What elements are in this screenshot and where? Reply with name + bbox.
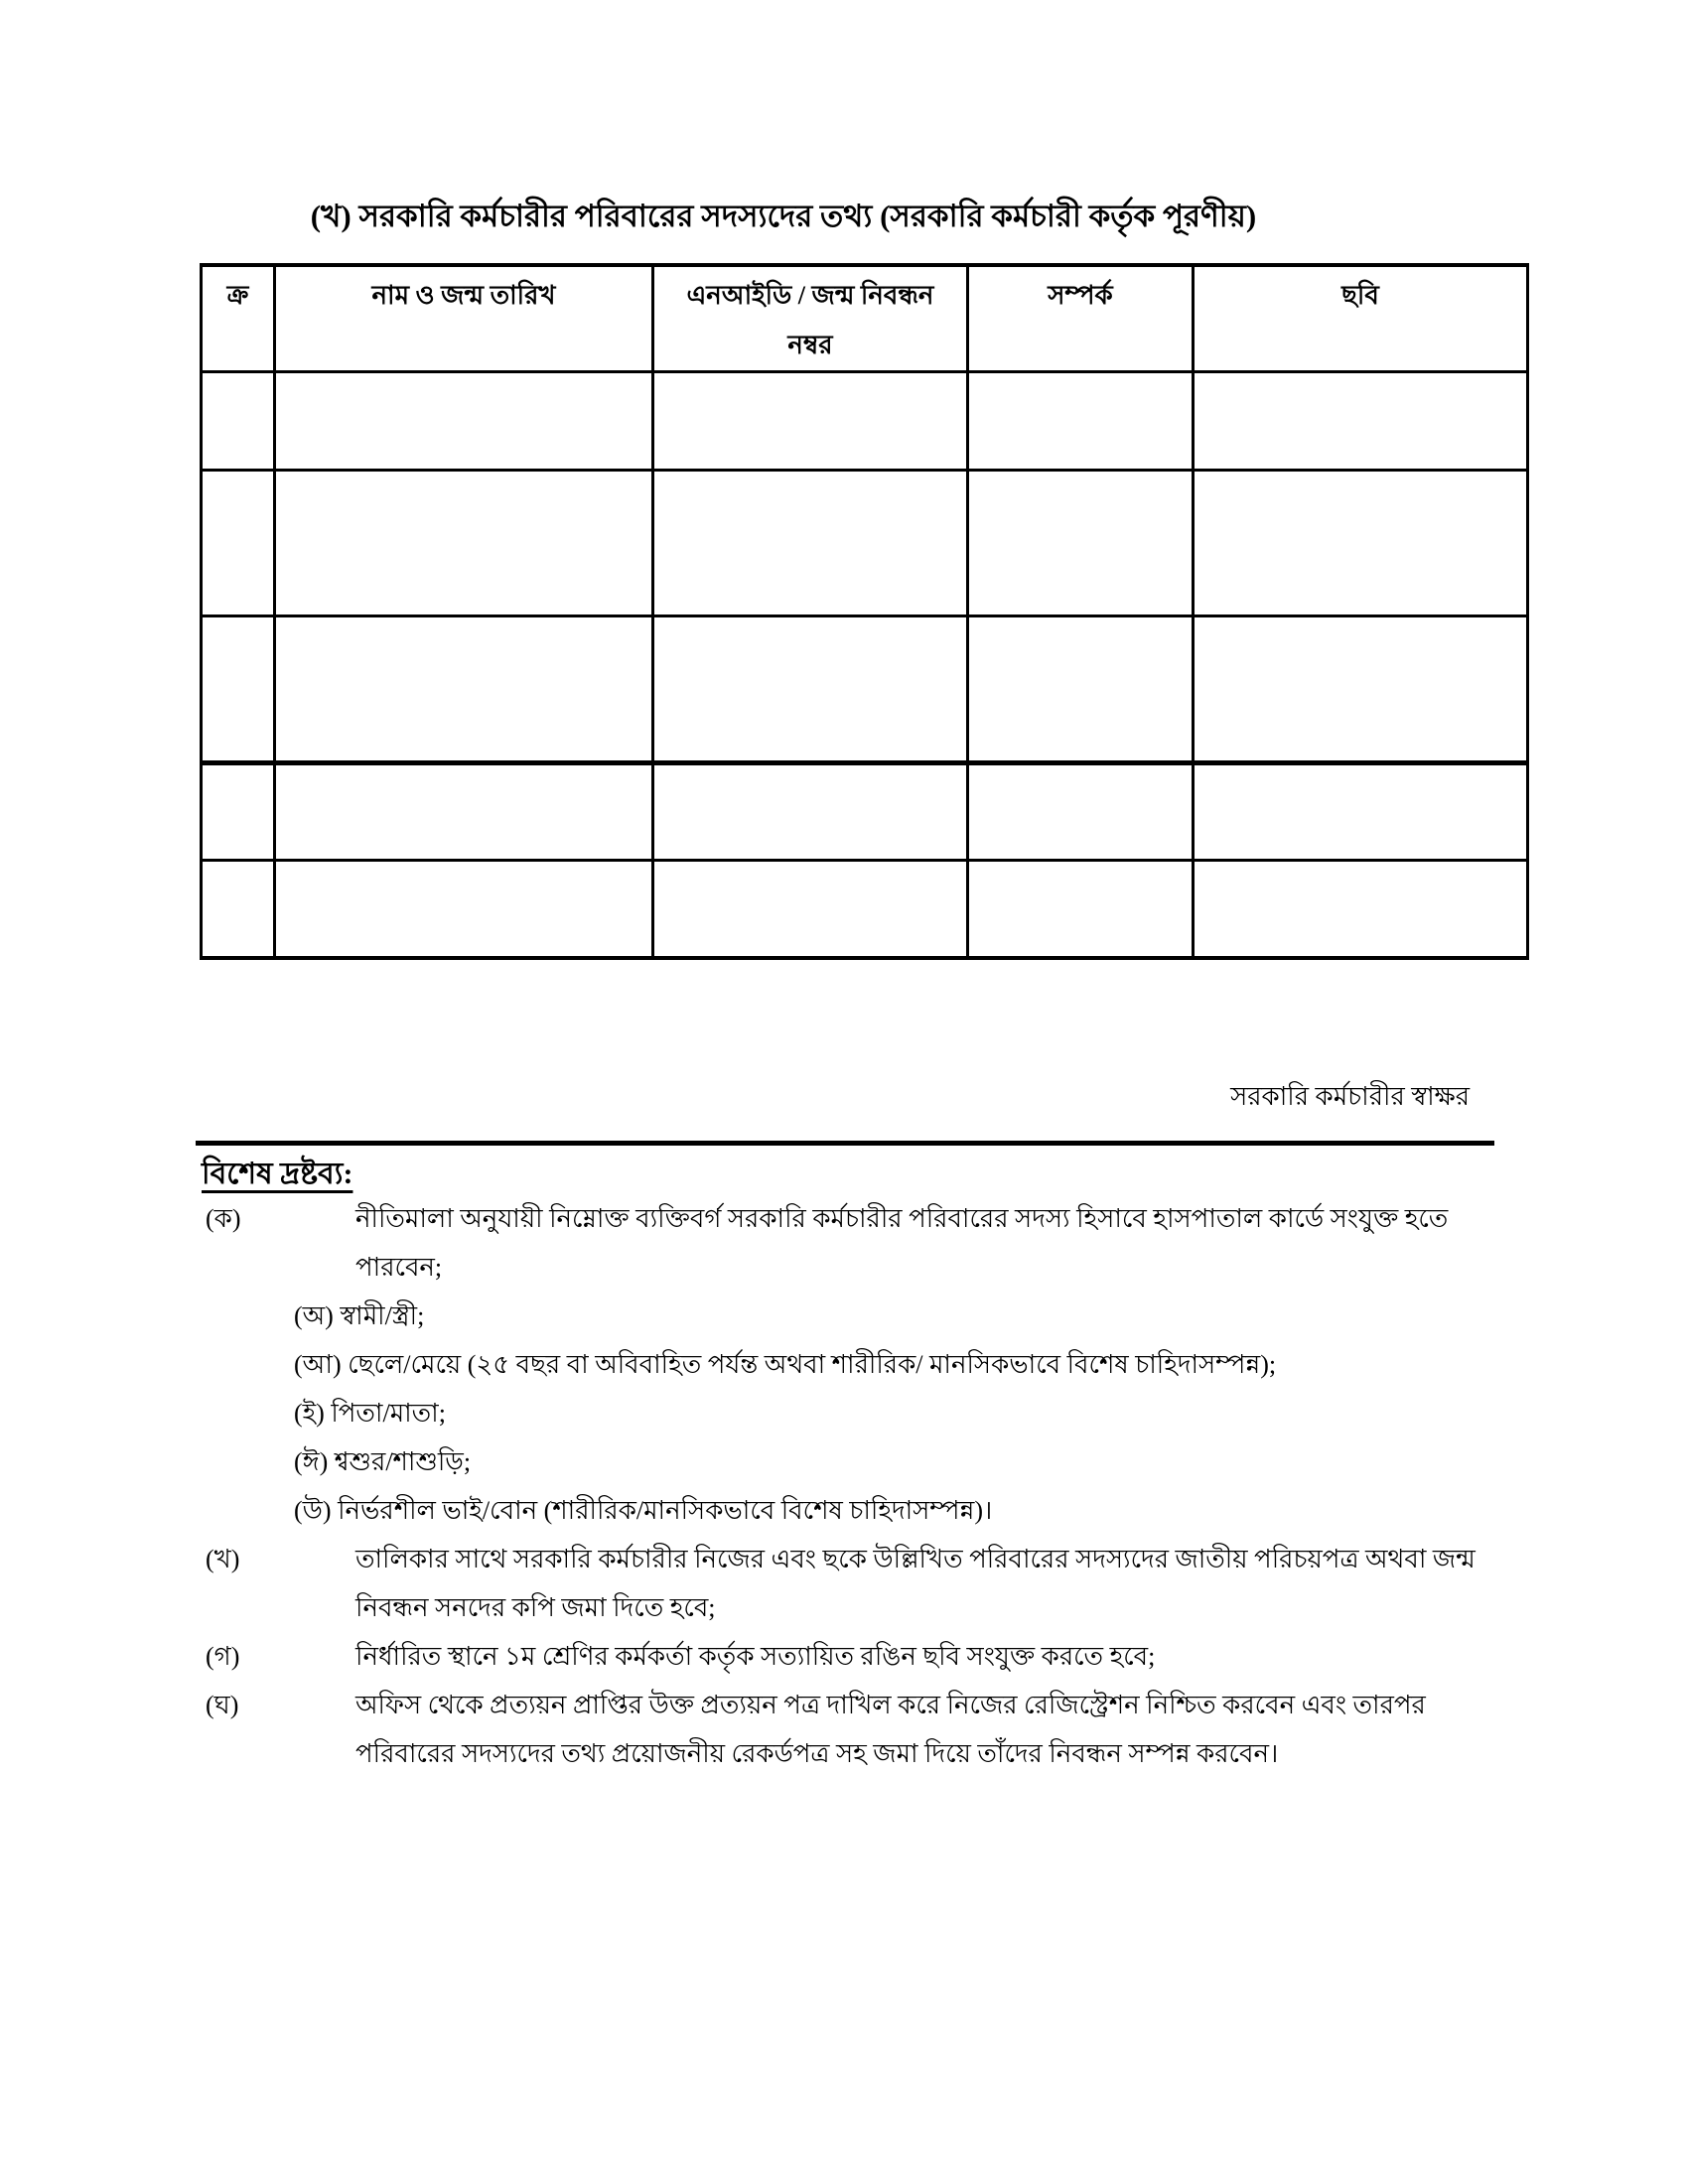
section-divider-rule	[196, 1141, 1494, 1146]
family-members-table	[200, 263, 1529, 960]
col-header-serial	[202, 265, 275, 372]
note-item-label: (ক)	[206, 1204, 241, 1233]
col-header-photo-label: ছবি	[1341, 281, 1379, 310]
col-header-photo	[1194, 265, 1528, 372]
col-header-nid-label-line1: এনআইডি / জন্ম নিবন্ধন	[686, 281, 934, 310]
col-header-name-dob-label: নাম ও জন্ম তারিখ	[371, 281, 556, 310]
table-cell	[653, 861, 968, 958]
note-item-label: (ঘ)	[206, 1691, 239, 1719]
table-cell	[968, 763, 1194, 861]
note-subitem: (ঈ) শ্বশুর/শাশুড়ি;	[294, 1447, 472, 1476]
table-cell	[653, 372, 968, 471]
note-subitem: (ই) পিতা/মাতা;	[294, 1399, 446, 1428]
table-cell	[1194, 616, 1528, 763]
col-header-relation-label: সম্পর্ক	[1048, 281, 1113, 310]
col-header-nid	[653, 265, 968, 372]
table-cell	[1194, 471, 1528, 616]
table-cell	[968, 861, 1194, 958]
col-header-relation	[968, 265, 1194, 372]
col-header-serial-label: ক্র	[226, 281, 249, 310]
note-item-text: অফিস থেকে প্রত্যয়ন প্রাপ্তির উক্ত প্রত্যয়ন পত্র দাখিল করে নিজের রেজিস্ট্রেশন নিশ্চিত করবেন এবং তারপর পরিবারের সদস্যদের তথ্য প্রয়োজনীয় রেকর্ডপত্র সহ জমা দিয়ে তাঁদের নিবন্ধন সম্পন্ন করবেন।	[355, 1691, 1426, 1768]
table-cell	[202, 763, 275, 861]
table-cell	[1194, 763, 1528, 861]
table-cell	[275, 763, 653, 861]
table-row	[202, 372, 1528, 471]
table-cell	[1194, 861, 1528, 958]
note-subitem: (অ) স্বামী/স্ত্রী;	[294, 1301, 425, 1330]
table-cell	[202, 471, 275, 616]
table-cell	[275, 616, 653, 763]
notes-list	[206, 1194, 1496, 1778]
note-item-kha	[206, 1535, 1496, 1632]
note-item-ka	[206, 1194, 1496, 1535]
note-item-ga	[206, 1632, 1496, 1681]
note-item-text: নীতিমালা অনুযায়ী নিম্নোক্ত ব্যক্তিবর্গ সরকারি কর্মচারীর পরিবারের সদস্য হিসাবে হাসপাতাল কার্ডে সংযুক্ত হতে পারবেন;	[355, 1204, 1449, 1282]
note-item-text: নির্ধারিত স্থানে ১ম শ্রেণির কর্মকর্তা কর্তৃক সত্যায়িত রঙিন ছবি সংযুক্ত করতে হবে;	[355, 1642, 1156, 1671]
col-header-name-dob	[275, 265, 653, 372]
note-item-gha	[206, 1681, 1496, 1778]
signature-label: সরকারি কর্মচারীর স্বাক্ষর	[1230, 1082, 1470, 1111]
col-header-nid-label-line2: নম্বর	[787, 331, 833, 359]
table-cell	[202, 861, 275, 958]
note-subitems	[294, 1292, 1496, 1535]
note-subitem: (উ) নির্ভরশীল ভাই/বোন (শারীরিক/মানসিকভাবে বিশেষ চাহিদাসম্পন্ন)।	[294, 1496, 993, 1525]
table-row	[202, 616, 1528, 763]
page-title: (খ) সরকারি কর্মচারীর পরিবারের সদস্যদের তথ্য (সরকারি কর্মচারী কর্তৃক পূরণীয়)	[310, 199, 1257, 233]
table-cell	[202, 372, 275, 471]
table-cell	[653, 616, 968, 763]
table-row	[202, 763, 1528, 861]
table-cell	[653, 471, 968, 616]
table-row	[202, 861, 1528, 958]
note-item-text: তালিকার সাথে সরকারি কর্মচারীর নিজের এবং ছকে উল্লিখিত পরিবারের সদস্যদের জাতীয় পরিচয়পত্র অথবা জন্ম নিবন্ধন সনদের কপি জমা দিতে হবে;	[355, 1545, 1476, 1622]
table-cell	[275, 372, 653, 471]
table-cell	[202, 616, 275, 763]
table-header-row	[202, 265, 1528, 372]
table-cell	[1194, 372, 1528, 471]
notes-heading: বিশেষ দ্রষ্টব্য:	[202, 1158, 353, 1190]
table-cell	[968, 372, 1194, 471]
table-cell	[275, 471, 653, 616]
table-cell	[968, 616, 1194, 763]
table-cell	[275, 861, 653, 958]
table-row	[202, 471, 1528, 616]
note-subitem: (আ) ছেলে/মেয়ে (২৫ বছর বা অবিবাহিত পর্যন্ত অথবা শারীরিক/ মানসিকভাবে বিশেষ চাহিদাসম্পন্ন);	[294, 1350, 1277, 1379]
table-cell	[968, 471, 1194, 616]
note-item-label: (খ)	[206, 1545, 240, 1573]
note-item-label: (গ)	[206, 1642, 240, 1671]
table-cell	[653, 763, 968, 861]
